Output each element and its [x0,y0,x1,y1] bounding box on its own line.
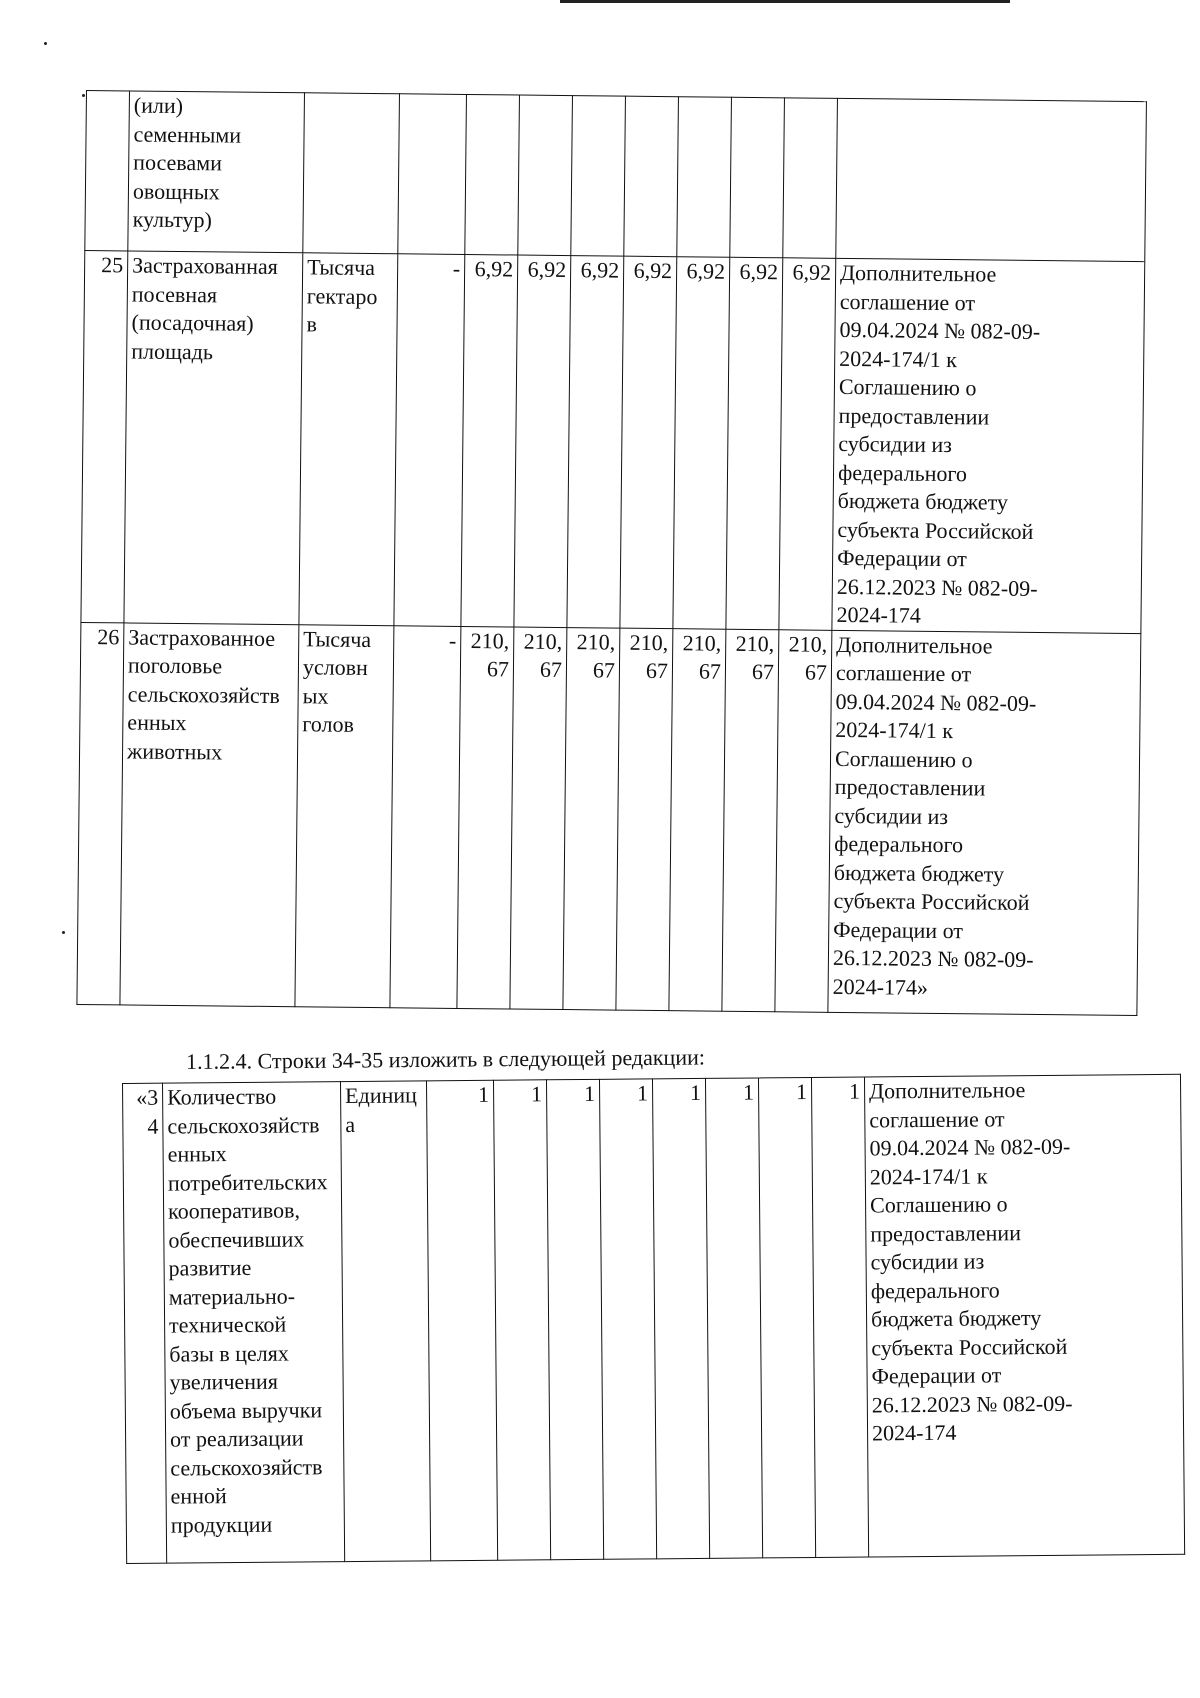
year-value-cell: 1 [811,1077,868,1557]
year-value-cell: 6,92 [673,257,730,629]
row-number-cell: 25 [81,250,128,622]
row-number-cell: 26 [77,622,124,1004]
year-value-cell: 1 [493,1080,550,1560]
year-value-cell [730,97,785,258]
year-value-cell: 210, 67 [775,629,832,1012]
unit-cell [303,93,400,254]
table-row [77,622,1141,1015]
base-value-cell: - [394,254,465,626]
source-cell: Дополнительное соглашение от 09.04.2024 № 082-09- 2024-174/1 к Соглашению о предоставлении субсидии из федерального бюджета бюджету субъекта Российской Федерации от 26.12.2023 № 082-09- 2024-174 [832,258,1145,633]
row-number-cell [85,91,130,251]
indicator-name-cell: Застрахованная посевная (посадочная) площадь [124,251,303,624]
year-value-cell [571,96,626,257]
year-value-cell: 210, 67 [722,629,779,1012]
scan-speck [82,94,85,97]
scan-speck [44,42,47,45]
year-value-cell: 210, 67 [457,626,514,1009]
indicator-table-continued [76,90,1147,1016]
indicator-name-cell: Застрахованное поголовье сельскохозяйств енных животных [120,622,299,1006]
unit-cell: Тысяча условн ых голов [295,624,394,1007]
source-cell: Дополнительное соглашение от 09.04.2024 № 082-09- 2024-174/1 к Соглашению о предоставлении субсидии из федерального бюджета бюджету субъекта Российской Федерации от 26.12.2023 № 082-09- 2024-174 [864,1074,1184,1557]
row-number-cell: «3 4 [123,1083,167,1563]
year-value-cell: 1 [758,1077,815,1557]
year-value-cell: 210, 67 [510,627,567,1010]
year-value-cell: 210, 67 [616,628,673,1011]
year-value-cell: 6,92 [726,257,783,629]
indicator-table-new [122,1074,1185,1564]
year-value-cell: 6,92 [461,254,518,626]
indicator-name-cell: (или) семенными посевами овощных культур) [128,91,305,253]
indicator-name-cell: Количество сельскохозяйств енных потребительских кооперативов, обеспечивших развитие материально- технической базы в целях увеличения объема выручки от реализации сельскохозяйств енной продукции [163,1082,345,1564]
unit-cell: Единиц а [340,1081,430,1562]
base-value-cell [398,94,467,255]
scan-speck [62,931,65,934]
year-value-cell [624,96,679,257]
year-value-cell: 6,92 [514,255,571,627]
year-value-cell [783,98,838,259]
year-value-cell [677,97,732,258]
source-cell: Дополнительное соглашение от 09.04.2024 № 082-09- 2024-174/1 к Соглашению о предоставлении субсидии из федерального бюджета бюджету субъекта Российской Федерации от 26.12.2023 № 082-09- 2024-174» [828,630,1141,1015]
year-value-cell: 1 [652,1078,709,1558]
table-row [85,91,1147,262]
base-value-cell: 1 [426,1080,497,1561]
year-value-cell: 6,92 [567,256,624,628]
year-value-cell: 210, 67 [669,628,726,1011]
unit-cell: Тысяча гектаро в [299,253,398,625]
top-edge-rule [560,0,1010,3]
year-value-cell: 210, 67 [563,627,620,1010]
table-row [123,1074,1185,1563]
table-row [81,250,1145,633]
year-value-cell [465,94,520,255]
year-value-cell: 6,92 [779,258,836,630]
year-value-cell: 1 [705,1078,762,1558]
source-cell [836,98,1147,261]
year-value-cell: 1 [599,1079,656,1559]
year-value-cell: 6,92 [620,256,677,628]
base-value-cell: - [390,625,461,1008]
year-value-cell [518,95,573,256]
section-heading: 1.1.2.4. Строки 34-35 изложить в следующей редакции: [186,1044,706,1074]
year-value-cell: 1 [546,1079,603,1559]
